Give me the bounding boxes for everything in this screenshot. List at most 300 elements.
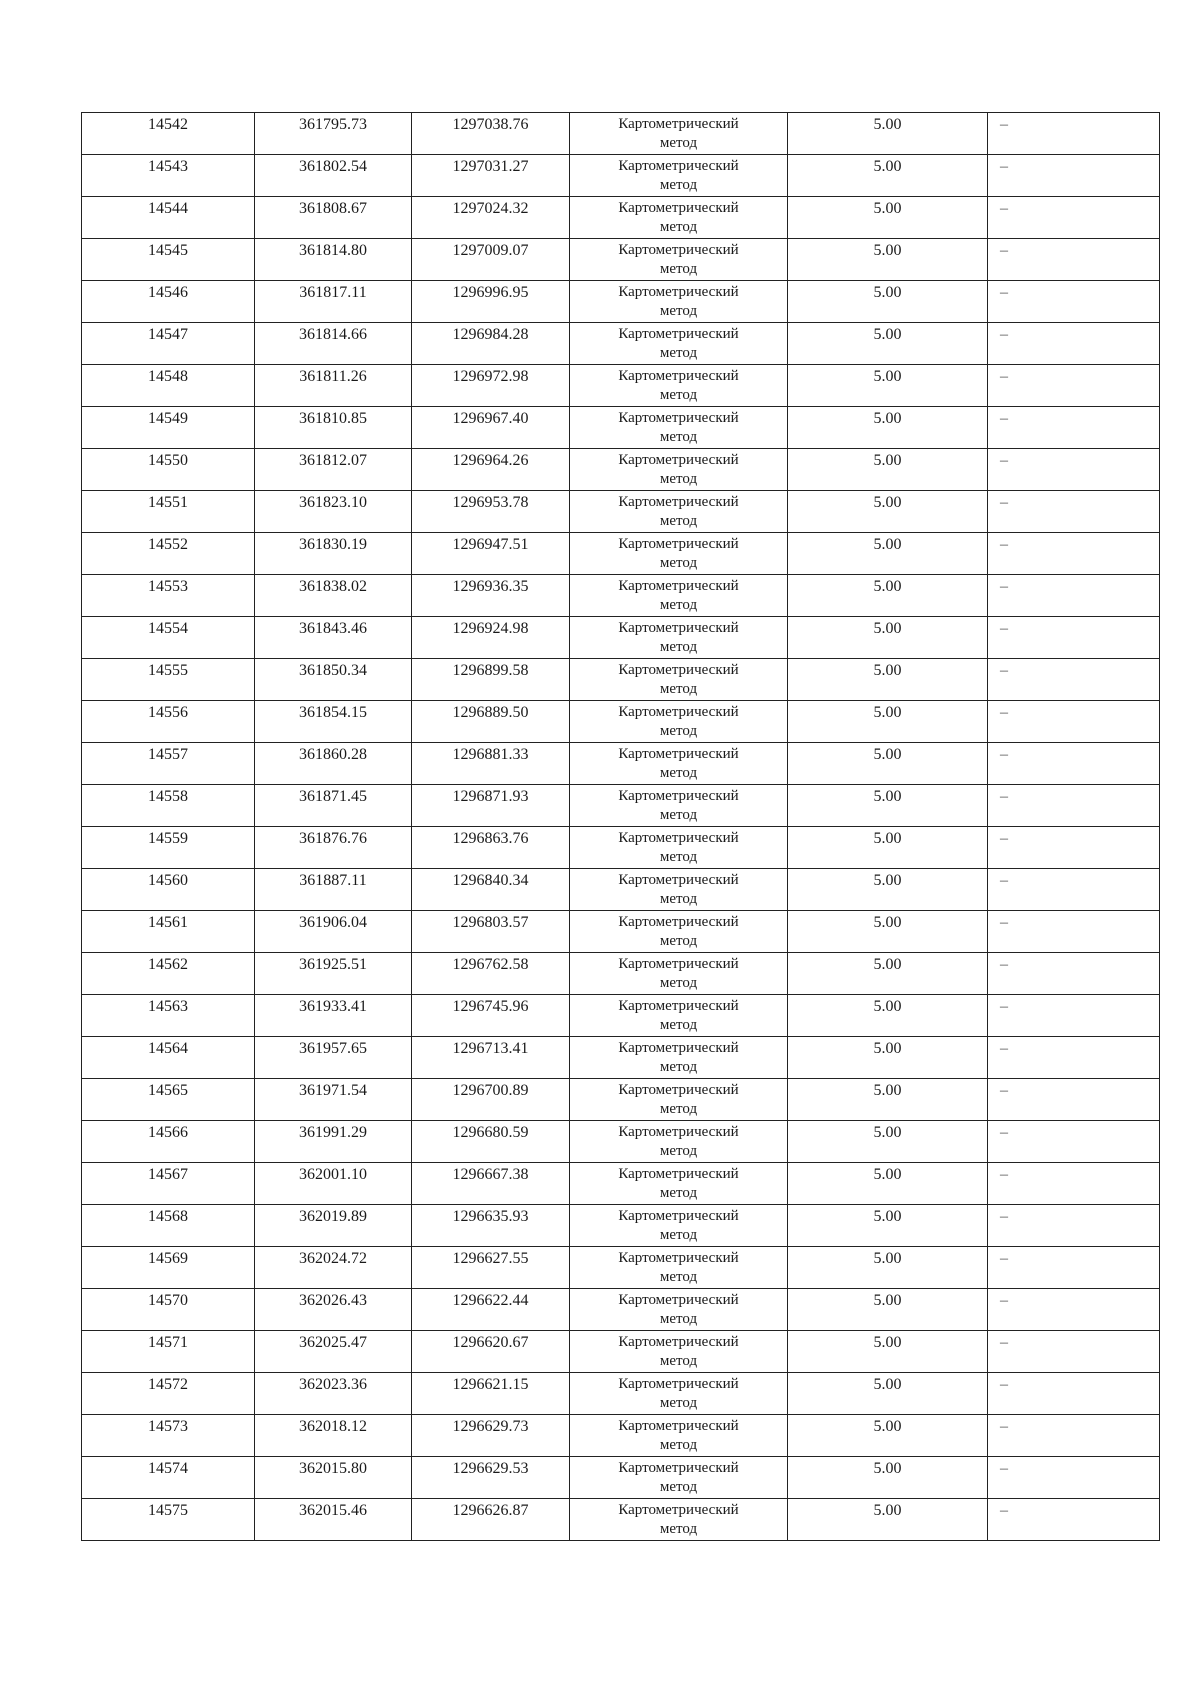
- method-line-2: метод: [659, 387, 698, 403]
- table-row: [82, 449, 1160, 491]
- note-cell: –: [988, 1079, 1160, 1121]
- point-number-cell: 14550: [82, 449, 255, 491]
- method-line-1: Картометрический: [618, 1208, 739, 1224]
- method-line-1: Картометрический: [618, 998, 739, 1014]
- note-cell: –: [988, 239, 1160, 281]
- method-line-2: метод: [659, 1479, 698, 1495]
- x-coordinate-cell: 361933.41: [255, 995, 412, 1037]
- x-coordinate-cell: 362023.36: [255, 1373, 412, 1415]
- point-number-cell: 14552: [82, 533, 255, 575]
- method-line-2: метод: [659, 975, 698, 991]
- method-cell: [570, 869, 788, 911]
- table-row: [82, 1163, 1160, 1205]
- note-cell: –: [988, 533, 1160, 575]
- x-coordinate-cell: 361810.85: [255, 407, 412, 449]
- y-coordinate-cell: 1297038.76: [412, 113, 570, 155]
- method-line-2: метод: [659, 765, 698, 781]
- point-number-cell: 14575: [82, 1499, 255, 1541]
- x-coordinate-cell: 361850.34: [255, 659, 412, 701]
- point-number-cell: 14546: [82, 281, 255, 323]
- y-coordinate-cell: 1296745.96: [412, 995, 570, 1037]
- point-number-cell: 14568: [82, 1205, 255, 1247]
- table-row: [82, 113, 1160, 155]
- method-line-1: Картометрический: [618, 1166, 739, 1182]
- note-cell: –: [988, 785, 1160, 827]
- x-coordinate-cell: 361957.65: [255, 1037, 412, 1079]
- method-line-2: метод: [659, 513, 698, 529]
- precision-cell: 5.00: [788, 1163, 988, 1205]
- precision-cell: 5.00: [788, 575, 988, 617]
- method-line-2: метод: [659, 723, 698, 739]
- y-coordinate-cell: 1296621.15: [412, 1373, 570, 1415]
- table-row: [82, 1457, 1160, 1499]
- x-coordinate-cell: 361814.80: [255, 239, 412, 281]
- y-coordinate-cell: 1296667.38: [412, 1163, 570, 1205]
- point-number-cell: 14572: [82, 1373, 255, 1415]
- point-number-cell: 14566: [82, 1121, 255, 1163]
- note-cell: –: [988, 1205, 1160, 1247]
- note-cell: –: [988, 617, 1160, 659]
- coordinates-table: [81, 112, 1160, 1541]
- precision-cell: 5.00: [788, 197, 988, 239]
- table-row: [82, 995, 1160, 1037]
- method-line-2: метод: [659, 1017, 698, 1033]
- y-coordinate-cell: 1296700.89: [412, 1079, 570, 1121]
- method-cell: [570, 827, 788, 869]
- point-number-cell: 14558: [82, 785, 255, 827]
- method-cell: [570, 1037, 788, 1079]
- x-coordinate-cell: 361843.46: [255, 617, 412, 659]
- method-cell: [570, 1247, 788, 1289]
- point-number-cell: 14567: [82, 1163, 255, 1205]
- y-coordinate-cell: 1296863.76: [412, 827, 570, 869]
- method-line-1: Картометрический: [618, 116, 739, 132]
- method-cell: [570, 659, 788, 701]
- note-cell: –: [988, 1499, 1160, 1541]
- note-cell: –: [988, 827, 1160, 869]
- point-number-cell: 14573: [82, 1415, 255, 1457]
- x-coordinate-cell: 361887.11: [255, 869, 412, 911]
- precision-cell: 5.00: [788, 659, 988, 701]
- x-coordinate-cell: 362015.46: [255, 1499, 412, 1541]
- table-row: [82, 1079, 1160, 1121]
- method-line-2: метод: [659, 891, 698, 907]
- method-line-1: Картометрический: [618, 410, 739, 426]
- method-cell: [570, 533, 788, 575]
- method-cell: [570, 1415, 788, 1457]
- x-coordinate-cell: 362001.10: [255, 1163, 412, 1205]
- y-coordinate-cell: 1296947.51: [412, 533, 570, 575]
- note-cell: –: [988, 911, 1160, 953]
- precision-cell: 5.00: [788, 1247, 988, 1289]
- table-row: [82, 491, 1160, 533]
- precision-cell: 5.00: [788, 1331, 988, 1373]
- method-line-2: метод: [659, 345, 698, 361]
- y-coordinate-cell: 1296881.33: [412, 743, 570, 785]
- note-cell: –: [988, 575, 1160, 617]
- table-row: [82, 701, 1160, 743]
- precision-cell: 5.00: [788, 323, 988, 365]
- x-coordinate-cell: 361811.26: [255, 365, 412, 407]
- x-coordinate-cell: 361808.67: [255, 197, 412, 239]
- method-cell: [570, 1331, 788, 1373]
- y-coordinate-cell: 1296936.35: [412, 575, 570, 617]
- method-cell: [570, 449, 788, 491]
- point-number-cell: 14570: [82, 1289, 255, 1331]
- method-line-1: Картометрический: [618, 956, 739, 972]
- y-coordinate-cell: 1297031.27: [412, 155, 570, 197]
- note-cell: –: [988, 1373, 1160, 1415]
- y-coordinate-cell: 1296871.93: [412, 785, 570, 827]
- method-line-1: Картометрический: [618, 368, 739, 384]
- precision-cell: 5.00: [788, 239, 988, 281]
- point-number-cell: 14555: [82, 659, 255, 701]
- point-number-cell: 14545: [82, 239, 255, 281]
- point-number-cell: 14544: [82, 197, 255, 239]
- method-cell: [570, 155, 788, 197]
- precision-cell: 5.00: [788, 827, 988, 869]
- point-number-cell: 14561: [82, 911, 255, 953]
- note-cell: –: [988, 1037, 1160, 1079]
- precision-cell: 5.00: [788, 911, 988, 953]
- point-number-cell: 14551: [82, 491, 255, 533]
- method-cell: [570, 1499, 788, 1541]
- note-cell: –: [988, 1121, 1160, 1163]
- precision-cell: 5.00: [788, 1037, 988, 1079]
- point-number-cell: 14565: [82, 1079, 255, 1121]
- method-line-2: метод: [659, 471, 698, 487]
- y-coordinate-cell: 1296953.78: [412, 491, 570, 533]
- precision-cell: 5.00: [788, 533, 988, 575]
- method-cell: [570, 407, 788, 449]
- x-coordinate-cell: 361823.10: [255, 491, 412, 533]
- note-cell: –: [988, 1415, 1160, 1457]
- method-line-2: метод: [659, 1059, 698, 1075]
- method-line-1: Картометрический: [618, 1040, 739, 1056]
- method-line-1: Картометрический: [618, 872, 739, 888]
- note-cell: –: [988, 407, 1160, 449]
- y-coordinate-cell: 1296680.59: [412, 1121, 570, 1163]
- x-coordinate-cell: 361830.19: [255, 533, 412, 575]
- method-line-1: Картометрический: [618, 578, 739, 594]
- y-coordinate-cell: 1296620.67: [412, 1331, 570, 1373]
- note-cell: –: [988, 113, 1160, 155]
- x-coordinate-cell: 362025.47: [255, 1331, 412, 1373]
- table-row: [82, 1205, 1160, 1247]
- table-row: [82, 1037, 1160, 1079]
- point-number-cell: 14554: [82, 617, 255, 659]
- note-cell: –: [988, 197, 1160, 239]
- method-line-1: Картометрический: [618, 620, 739, 636]
- method-line-1: Картометрический: [618, 1418, 739, 1434]
- y-coordinate-cell: 1296713.41: [412, 1037, 570, 1079]
- x-coordinate-cell: 361795.73: [255, 113, 412, 155]
- method-cell: [570, 911, 788, 953]
- x-coordinate-cell: 362024.72: [255, 1247, 412, 1289]
- table-row: [82, 1289, 1160, 1331]
- precision-cell: 5.00: [788, 953, 988, 995]
- coordinates-table-body: [82, 113, 1160, 1541]
- note-cell: –: [988, 323, 1160, 365]
- x-coordinate-cell: 361854.15: [255, 701, 412, 743]
- method-line-2: метод: [659, 1353, 698, 1369]
- method-line-1: Картометрический: [618, 1502, 739, 1518]
- method-line-2: метод: [659, 1101, 698, 1117]
- y-coordinate-cell: 1297009.07: [412, 239, 570, 281]
- method-line-2: метод: [659, 849, 698, 865]
- point-number-cell: 14553: [82, 575, 255, 617]
- precision-cell: 5.00: [788, 1457, 988, 1499]
- x-coordinate-cell: 361871.45: [255, 785, 412, 827]
- table-row: [82, 869, 1160, 911]
- method-cell: [570, 1079, 788, 1121]
- table-row: [82, 1373, 1160, 1415]
- precision-cell: 5.00: [788, 1499, 988, 1541]
- method-line-1: Картометрический: [618, 914, 739, 930]
- y-coordinate-cell: 1296889.50: [412, 701, 570, 743]
- table-row: [82, 1247, 1160, 1289]
- y-coordinate-cell: 1296626.87: [412, 1499, 570, 1541]
- x-coordinate-cell: 361802.54: [255, 155, 412, 197]
- table-row: [82, 407, 1160, 449]
- method-line-1: Картометрический: [618, 662, 739, 678]
- method-line-2: метод: [659, 303, 698, 319]
- precision-cell: 5.00: [788, 995, 988, 1037]
- note-cell: –: [988, 1247, 1160, 1289]
- table-row: [82, 911, 1160, 953]
- method-cell: [570, 281, 788, 323]
- method-cell: [570, 113, 788, 155]
- point-number-cell: 14569: [82, 1247, 255, 1289]
- precision-cell: 5.00: [788, 1289, 988, 1331]
- table-row: [82, 155, 1160, 197]
- x-coordinate-cell: 362026.43: [255, 1289, 412, 1331]
- note-cell: –: [988, 953, 1160, 995]
- method-cell: [570, 1205, 788, 1247]
- x-coordinate-cell: 361814.66: [255, 323, 412, 365]
- table-row: [82, 365, 1160, 407]
- method-line-1: Картометрический: [618, 704, 739, 720]
- point-number-cell: 14557: [82, 743, 255, 785]
- method-line-1: Картометрический: [618, 788, 739, 804]
- table-row: [82, 743, 1160, 785]
- method-cell: [570, 575, 788, 617]
- method-cell: [570, 1373, 788, 1415]
- table-row: [82, 281, 1160, 323]
- note-cell: –: [988, 1289, 1160, 1331]
- method-line-1: Картометрический: [618, 1250, 739, 1266]
- precision-cell: 5.00: [788, 785, 988, 827]
- y-coordinate-cell: 1296629.73: [412, 1415, 570, 1457]
- method-line-2: метод: [659, 135, 698, 151]
- note-cell: –: [988, 281, 1160, 323]
- method-cell: [570, 995, 788, 1037]
- precision-cell: 5.00: [788, 449, 988, 491]
- table-row: [82, 239, 1160, 281]
- precision-cell: 5.00: [788, 1079, 988, 1121]
- y-coordinate-cell: 1296840.34: [412, 869, 570, 911]
- table-row: [82, 1121, 1160, 1163]
- y-coordinate-cell: 1296972.98: [412, 365, 570, 407]
- x-coordinate-cell: 361838.02: [255, 575, 412, 617]
- table-row: [82, 1499, 1160, 1541]
- y-coordinate-cell: 1296629.53: [412, 1457, 570, 1499]
- point-number-cell: 14547: [82, 323, 255, 365]
- note-cell: –: [988, 743, 1160, 785]
- method-line-1: Картометрический: [618, 284, 739, 300]
- table-row: [82, 953, 1160, 995]
- method-line-2: метод: [659, 639, 698, 655]
- method-line-1: Картометрический: [618, 1460, 739, 1476]
- method-cell: [570, 365, 788, 407]
- x-coordinate-cell: 362019.89: [255, 1205, 412, 1247]
- method-line-2: метод: [659, 429, 698, 445]
- method-line-2: метод: [659, 219, 698, 235]
- method-line-1: Картометрический: [618, 326, 739, 342]
- y-coordinate-cell: 1296964.26: [412, 449, 570, 491]
- point-number-cell: 14560: [82, 869, 255, 911]
- precision-cell: 5.00: [788, 1205, 988, 1247]
- method-line-2: метод: [659, 555, 698, 571]
- point-number-cell: 14549: [82, 407, 255, 449]
- precision-cell: 5.00: [788, 113, 988, 155]
- table-row: [82, 827, 1160, 869]
- y-coordinate-cell: 1296622.44: [412, 1289, 570, 1331]
- note-cell: –: [988, 449, 1160, 491]
- precision-cell: 5.00: [788, 743, 988, 785]
- table-row: [82, 659, 1160, 701]
- x-coordinate-cell: 361860.28: [255, 743, 412, 785]
- point-number-cell: 14574: [82, 1457, 255, 1499]
- note-cell: –: [988, 659, 1160, 701]
- precision-cell: 5.00: [788, 281, 988, 323]
- method-line-1: Картометрический: [618, 1082, 739, 1098]
- x-coordinate-cell: 361876.76: [255, 827, 412, 869]
- x-coordinate-cell: 361971.54: [255, 1079, 412, 1121]
- method-line-1: Картометрический: [618, 1376, 739, 1392]
- y-coordinate-cell: 1296984.28: [412, 323, 570, 365]
- y-coordinate-cell: 1296967.40: [412, 407, 570, 449]
- y-coordinate-cell: 1296627.55: [412, 1247, 570, 1289]
- method-line-2: метод: [659, 261, 698, 277]
- y-coordinate-cell: 1296996.95: [412, 281, 570, 323]
- table-row: [82, 197, 1160, 239]
- point-number-cell: 14571: [82, 1331, 255, 1373]
- method-line-1: Картометрический: [618, 830, 739, 846]
- method-line-2: метод: [659, 1185, 698, 1201]
- table-row: [82, 617, 1160, 659]
- point-number-cell: 14564: [82, 1037, 255, 1079]
- y-coordinate-cell: 1297024.32: [412, 197, 570, 239]
- note-cell: –: [988, 869, 1160, 911]
- method-cell: [570, 701, 788, 743]
- method-cell: [570, 785, 788, 827]
- method-line-1: Картометрический: [618, 158, 739, 174]
- method-line-2: метод: [659, 681, 698, 697]
- method-cell: [570, 197, 788, 239]
- note-cell: –: [988, 1331, 1160, 1373]
- method-line-2: метод: [659, 597, 698, 613]
- precision-cell: 5.00: [788, 1415, 988, 1457]
- precision-cell: 5.00: [788, 617, 988, 659]
- method-cell: [570, 323, 788, 365]
- method-line-2: метод: [659, 933, 698, 949]
- method-line-1: Картометрический: [618, 1292, 739, 1308]
- method-line-2: метод: [659, 1521, 698, 1537]
- precision-cell: 5.00: [788, 869, 988, 911]
- method-line-1: Картометрический: [618, 242, 739, 258]
- x-coordinate-cell: 362018.12: [255, 1415, 412, 1457]
- method-line-2: метод: [659, 807, 698, 823]
- y-coordinate-cell: 1296924.98: [412, 617, 570, 659]
- method-line-2: метод: [659, 1437, 698, 1453]
- method-line-2: метод: [659, 1143, 698, 1159]
- method-line-1: Картометрический: [618, 452, 739, 468]
- y-coordinate-cell: 1296635.93: [412, 1205, 570, 1247]
- method-line-1: Картометрический: [618, 536, 739, 552]
- x-coordinate-cell: 361991.29: [255, 1121, 412, 1163]
- x-coordinate-cell: 361906.04: [255, 911, 412, 953]
- table-row: [82, 785, 1160, 827]
- note-cell: –: [988, 155, 1160, 197]
- precision-cell: 5.00: [788, 1373, 988, 1415]
- note-cell: –: [988, 491, 1160, 533]
- precision-cell: 5.00: [788, 407, 988, 449]
- method-cell: [570, 1289, 788, 1331]
- note-cell: –: [988, 1457, 1160, 1499]
- point-number-cell: 14559: [82, 827, 255, 869]
- method-cell: [570, 1457, 788, 1499]
- method-line-2: метод: [659, 1227, 698, 1243]
- method-line-1: Картометрический: [618, 746, 739, 762]
- point-number-cell: 14543: [82, 155, 255, 197]
- point-number-cell: 14556: [82, 701, 255, 743]
- x-coordinate-cell: 361817.11: [255, 281, 412, 323]
- note-cell: –: [988, 995, 1160, 1037]
- method-line-1: Картометрический: [618, 1334, 739, 1350]
- method-line-2: метод: [659, 177, 698, 193]
- precision-cell: 5.00: [788, 155, 988, 197]
- x-coordinate-cell: 361925.51: [255, 953, 412, 995]
- precision-cell: 5.00: [788, 701, 988, 743]
- table-row: [82, 1331, 1160, 1373]
- method-line-2: метод: [659, 1395, 698, 1411]
- point-number-cell: 14548: [82, 365, 255, 407]
- point-number-cell: 14563: [82, 995, 255, 1037]
- y-coordinate-cell: 1296762.58: [412, 953, 570, 995]
- method-cell: [570, 1163, 788, 1205]
- method-cell: [570, 1121, 788, 1163]
- table-row: [82, 533, 1160, 575]
- method-line-2: метод: [659, 1269, 698, 1285]
- method-line-1: Картометрический: [618, 200, 739, 216]
- note-cell: –: [988, 701, 1160, 743]
- note-cell: –: [988, 365, 1160, 407]
- note-cell: –: [988, 1163, 1160, 1205]
- y-coordinate-cell: 1296803.57: [412, 911, 570, 953]
- precision-cell: 5.00: [788, 491, 988, 533]
- point-number-cell: 14542: [82, 113, 255, 155]
- method-cell: [570, 617, 788, 659]
- method-cell: [570, 743, 788, 785]
- point-number-cell: 14562: [82, 953, 255, 995]
- precision-cell: 5.00: [788, 1121, 988, 1163]
- method-line-2: метод: [659, 1311, 698, 1327]
- table-row: [82, 323, 1160, 365]
- table-row: [82, 1415, 1160, 1457]
- method-cell: [570, 953, 788, 995]
- method-line-1: Картометрический: [618, 494, 739, 510]
